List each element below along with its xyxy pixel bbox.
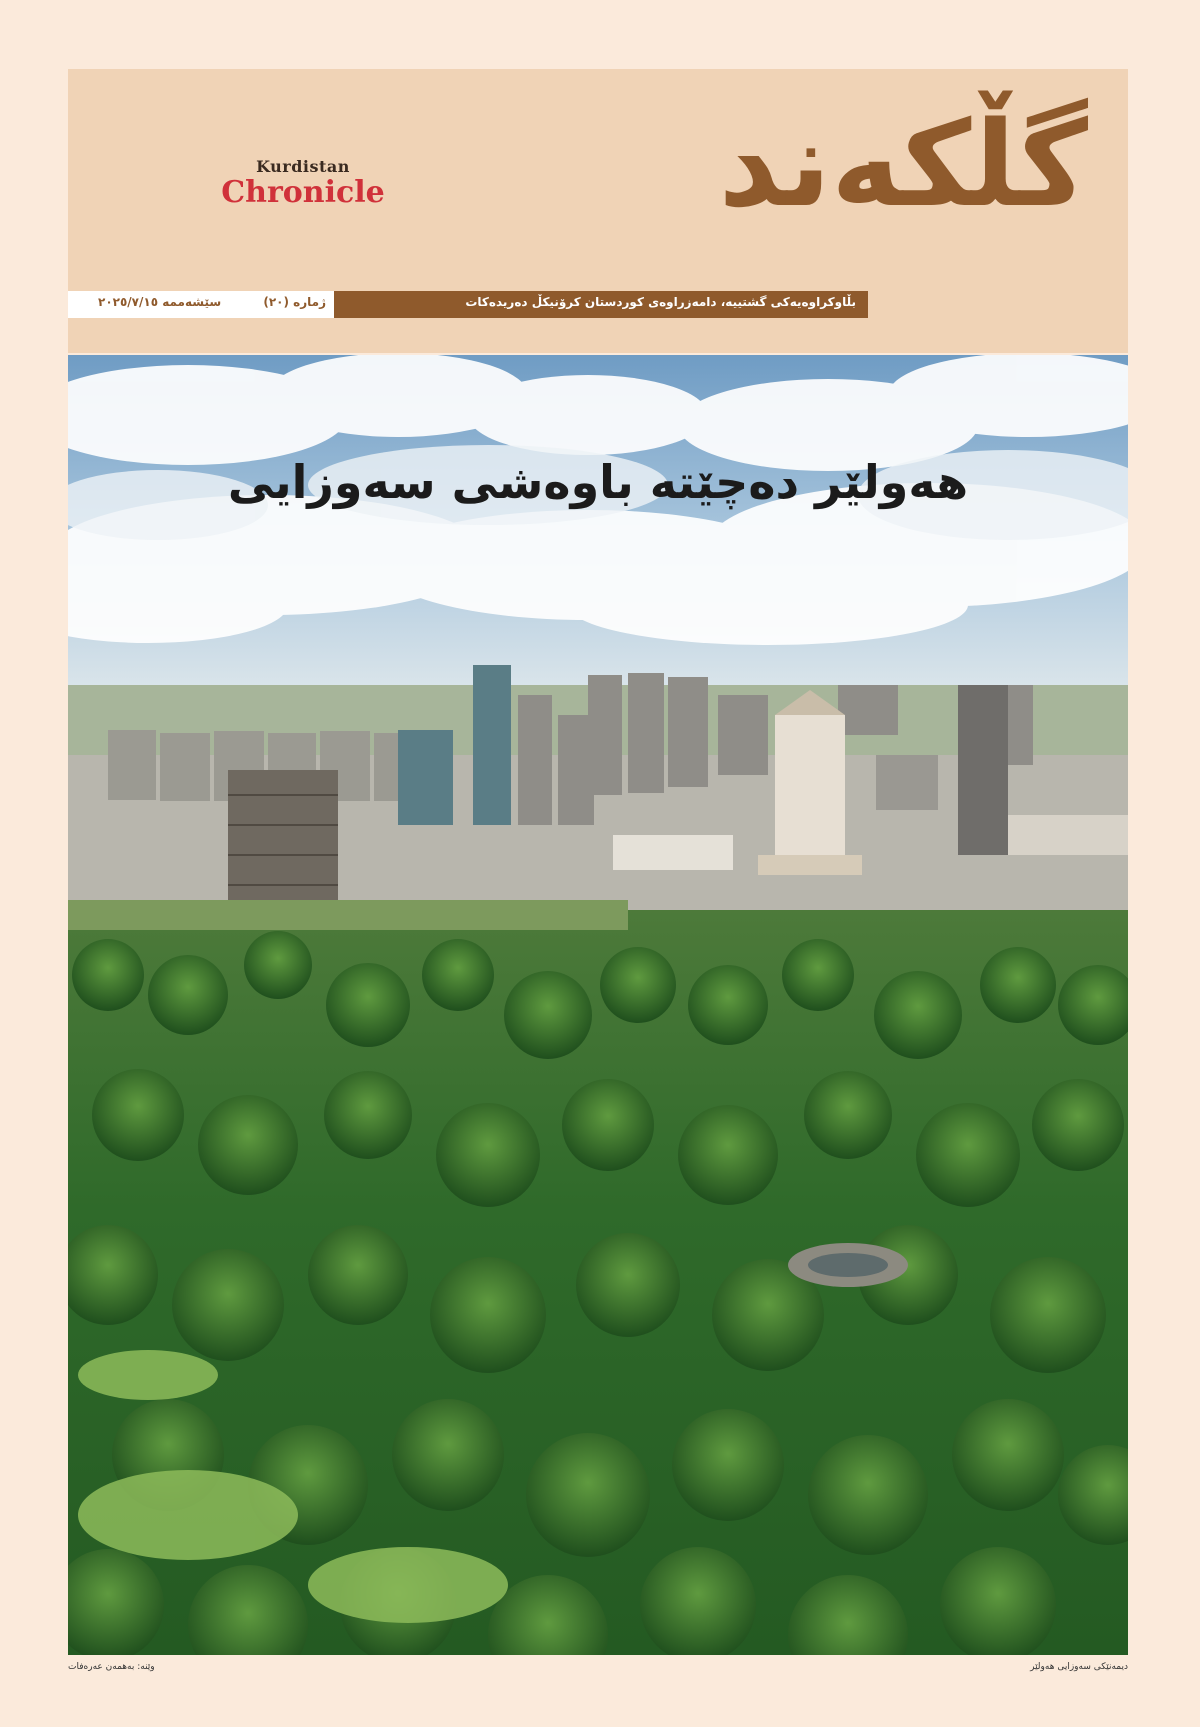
tagline-bar: [334, 291, 868, 318]
tagline: بڵاوكراوەيەكی گشتييە، دامەزراوەی كوردستان كرۆنيكڵ دەريدەكات: [465, 295, 856, 309]
masthead-title: گڵکەند: [718, 95, 1088, 233]
erbil-aerial-illustration: [68, 355, 1128, 1655]
kurdistan-chronicle-logo: [218, 157, 388, 210]
partner-logo-top: Kurdistan: [256, 157, 350, 176]
photo-caption: دیمەنێکی سەوزایی هەولێر: [1030, 1662, 1128, 1672]
issue-number: ژمارە (٢٠): [263, 295, 326, 309]
issue-info-box: [68, 291, 334, 318]
cover-headline: هەولێر دەچێتە باوەشی سەوزایی: [227, 455, 969, 509]
masthead: [68, 69, 1128, 353]
cover-photo: [68, 355, 1128, 1655]
photographer-credit: وێنە: بەهمەن عەرەفات: [68, 1662, 155, 1672]
issue-date: سێشەممە ٢٠٢٥/٧/١٥: [98, 295, 222, 309]
partner-logo-main: Chronicle: [221, 175, 385, 210]
